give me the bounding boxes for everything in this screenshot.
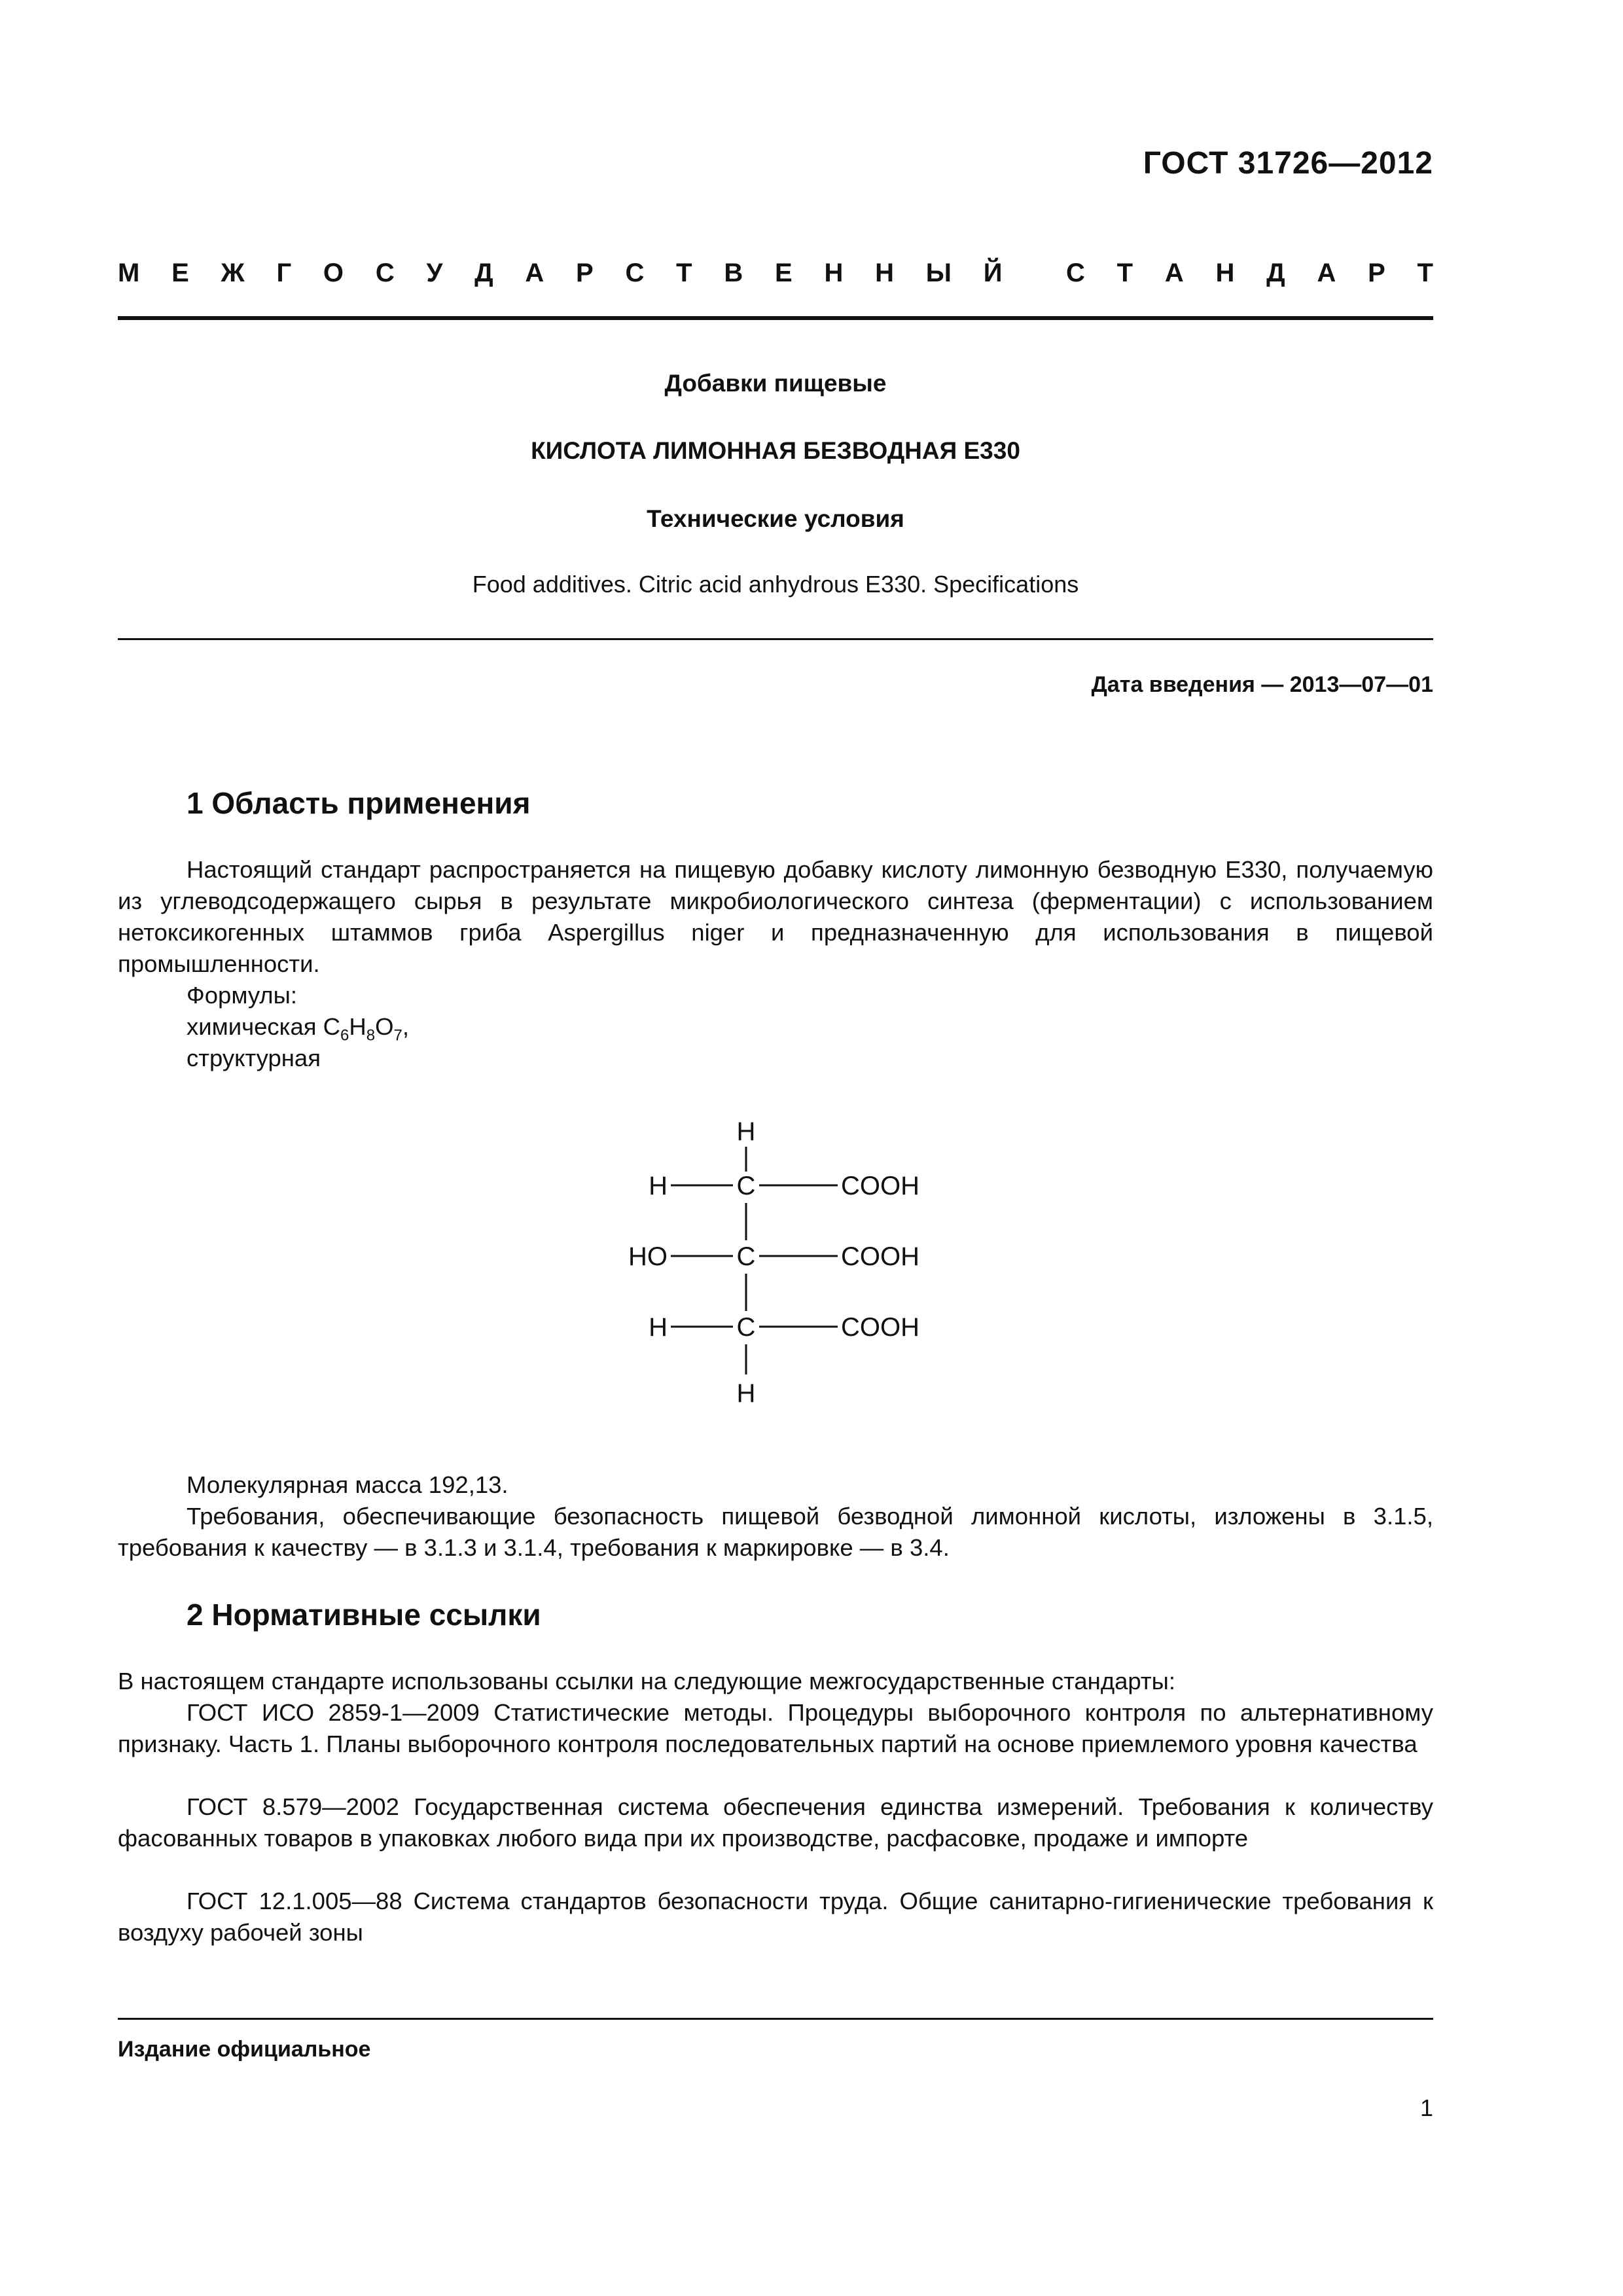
- chemical-sub-c: 6: [340, 1026, 349, 1045]
- requirements-paragraph: Требования, обеспечивающие безопасность пищевой безводной лимонной кислоты, изложены в 3.1.5, требования к качеству — в 3.1.3 и 3.1.4, требования к маркировке — в 3.4.: [118, 1503, 1433, 1561]
- structure-row3-right: COOH: [841, 1313, 919, 1342]
- references-intro: В настоящем стандарте использованы ссылки на следующие межгосударственные стандарты:: [118, 1668, 1176, 1695]
- structure-row1-center: C: [736, 1172, 756, 1200]
- section-1-heading: 1 Область применения: [187, 786, 531, 820]
- standard-type-letter: А: [1317, 259, 1336, 287]
- title-main: КИСЛОТА ЛИМОННАЯ БЕЗВОДНАЯ Е330: [531, 437, 1020, 464]
- structure-row1-left: H: [649, 1172, 668, 1200]
- standard-type-letter: Й: [983, 259, 1003, 287]
- section-1-paragraph: Настоящий стандарт распространяется на пищевую добавку кислоту лимонную безводную Е330, получаемую из углеводсодержащего сырья в результате микробиологического синтеза (ферментации) с использованием нетоксикогенных штаммов гриба Aspergillus niger и предназначенную для использования в пищевой промышленности.: [118, 856, 1433, 977]
- molecular-mass: Молекулярная масса 192,13.: [187, 1471, 508, 1498]
- chemical-comma: ,: [402, 1013, 410, 1040]
- official-edition-label: Издание официальное: [118, 2037, 371, 2062]
- document-number: ГОСТ 31726—2012: [1143, 146, 1433, 181]
- title-group: Добавки пищевые: [664, 370, 887, 397]
- standard-type-letter: Ж: [221, 259, 245, 287]
- standard-type-letter: Н: [1215, 259, 1235, 287]
- footer-rule: [118, 2018, 1433, 2020]
- page-number: 1: [1419, 2094, 1433, 2121]
- chemical-o: O: [375, 1013, 394, 1040]
- reference-item: ГОСТ 8.579—2002 Государственная система обеспечения единства измерений. Требования к количеству фасованных товаров в упаковках любого вида при их производстве, расфасовке, продаже и импорте: [118, 1793, 1433, 1852]
- header-rule: [118, 316, 1433, 320]
- standard-type-letter: В: [724, 259, 743, 287]
- chemical-h: H: [349, 1013, 366, 1040]
- standard-type-letter: Д: [474, 259, 493, 287]
- standard-type-letter: Р: [1368, 259, 1385, 287]
- standard-type-letter: С: [625, 259, 645, 287]
- standard-type-letter: Р: [576, 259, 594, 287]
- title-english: Food additives. Citric acid anhydrous E330. Specifications: [472, 571, 1079, 598]
- structural-label: структурная: [187, 1045, 321, 1071]
- chemical-formula-prefix: химическая C: [187, 1013, 341, 1040]
- standard-type-letter: Ы: [925, 259, 952, 287]
- standard-type-letter: Т: [676, 259, 692, 287]
- reference-item: ГОСТ 12.1.005—88 Система стандартов безопасности труда. Общие санитарно-гигиенические требования к воздуху рабочей зоны: [118, 1888, 1433, 1946]
- standard-type-letter: С: [1066, 259, 1085, 287]
- reference-item: ГОСТ ИСО 2859-1—2009 Статистические методы. Процедуры выборочного контроля по альтернативному признаку. Часть 1. Планы выборочного контроля последовательных партий на основе приемлемого уровня качества: [118, 1699, 1433, 1757]
- section-2-heading: 2 Нормативные ссылки: [187, 1598, 541, 1632]
- standard-type-letter: А: [525, 259, 544, 287]
- standard-type-letter: Е: [775, 259, 793, 287]
- standard-type-letter: Т: [1417, 259, 1433, 287]
- title-rule: [118, 638, 1433, 640]
- structure-row2-right: COOH: [841, 1242, 919, 1271]
- standard-type-letter: Г: [276, 259, 292, 287]
- standard-type-letter: Е: [171, 259, 189, 287]
- standard-type-letter: Н: [875, 259, 895, 287]
- introduction-date: Дата введения — 2013—07—01: [1091, 672, 1433, 697]
- standard-type-letter: Д: [1266, 259, 1285, 287]
- standard-type-heading: [118, 259, 1433, 288]
- structure-top-h: H: [736, 1117, 756, 1146]
- chemical-sub-h: 8: [366, 1026, 376, 1045]
- structure-row3-center: C: [736, 1313, 756, 1342]
- standard-type-letter: А: [1164, 259, 1184, 287]
- standard-type-letter: Т: [1116, 259, 1133, 287]
- structure-row2-left: HO: [628, 1242, 668, 1271]
- standard-type-letter: У: [426, 259, 443, 287]
- structural-formula: [622, 1106, 962, 1437]
- structure-row3-left: H: [649, 1313, 668, 1342]
- standard-type-letter: М: [118, 259, 140, 287]
- structure-row1-right: COOH: [841, 1172, 919, 1200]
- title-subtitle: Технические условия: [647, 505, 904, 532]
- formulas-label: Формулы:: [187, 982, 297, 1009]
- standard-type-letter: С: [375, 259, 395, 287]
- standard-type-letter: Н: [824, 259, 844, 287]
- structure-row2-center: C: [736, 1242, 756, 1271]
- structure-bottom-h: H: [736, 1379, 756, 1408]
- chemical-sub-o: 7: [393, 1026, 402, 1045]
- standard-type-letter: О: [323, 259, 344, 287]
